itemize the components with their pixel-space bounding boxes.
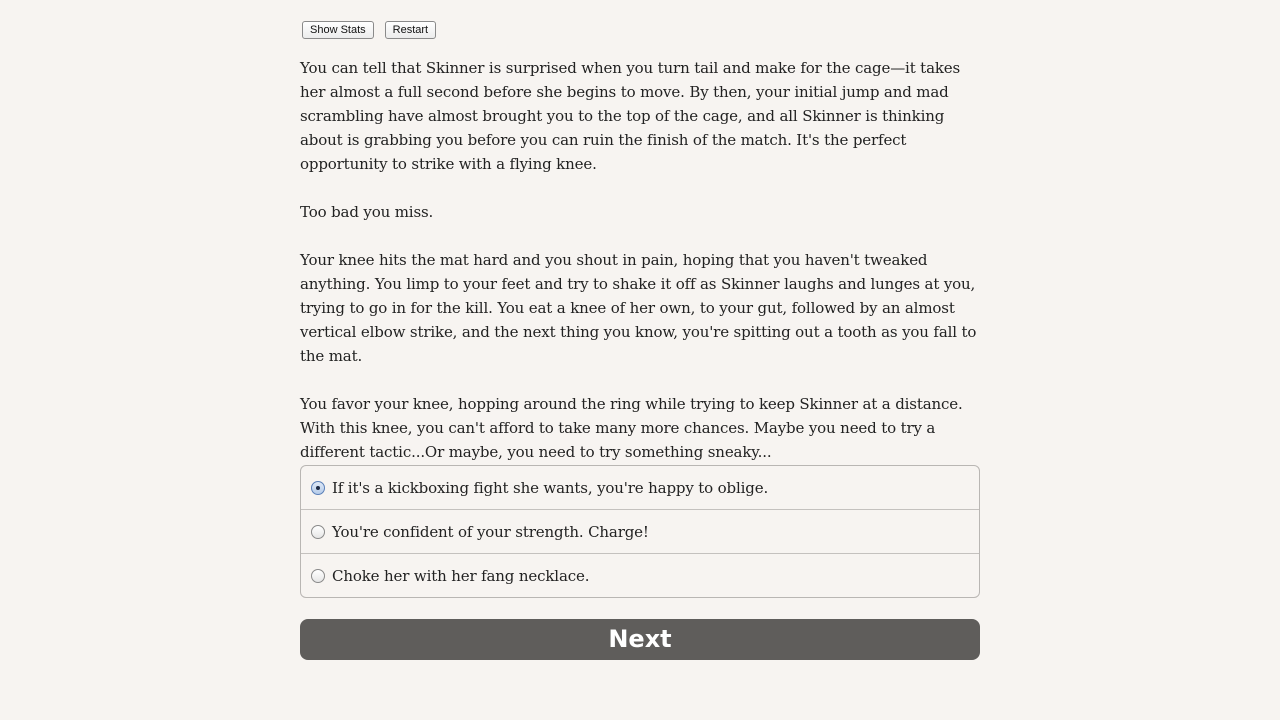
choice-label: If it's a kickboxing fight she wants, you're happy to oblige.: [332, 478, 769, 497]
next-button[interactable]: Next: [300, 619, 980, 660]
show-stats-button[interactable]: Show Stats: [302, 21, 374, 39]
radio-unselected-icon[interactable]: [311, 569, 325, 583]
choice-label: Choke her with her fang necklace.: [332, 566, 590, 585]
story-paragraph: Too bad you miss.: [300, 203, 434, 221]
choice-option-charge[interactable]: [301, 509, 979, 553]
story-paragraph: You can tell that Skinner is surprised when you turn tail and make for the cage—it takes her almost a full second before she begins to move. By then, your initial jump and mad scrambling have almost brought you to the top of the cage, and all Skinner is thinking about is grabbing you before you can ruin the finish of the match. It's the perfect opportunity to strike with a flying knee.: [300, 59, 961, 173]
story-paragraph: You favor your knee, hopping around the ring while trying to keep Skinner at a distance. With this knee, you can't afford to take many more chances. Maybe you need to try a different tactic...Or maybe, you need to try something sneaky...: [300, 395, 963, 461]
toolbar: [302, 21, 436, 39]
choice-label: You're confident of your strength. Charge!: [332, 522, 649, 541]
choice-option-choke[interactable]: [301, 553, 979, 597]
radio-selected-icon[interactable]: [311, 481, 325, 495]
choice-option-kickboxing[interactable]: [301, 466, 979, 509]
story-text: [300, 56, 980, 488]
radio-unselected-icon[interactable]: [311, 525, 325, 539]
story-paragraph: Your knee hits the mat hard and you shout in pain, hoping that you haven't tweaked anything. You limp to your feet and try to shake it off as Skinner laughs and lunges at you, trying to go in for the kill. You eat a knee of her own, to your gut, followed by an almost vertical elbow strike, and the next thing you know, you're spitting out a tooth as you fall to the mat.: [300, 251, 977, 365]
restart-button[interactable]: Restart: [385, 21, 436, 39]
choice-list: [300, 465, 980, 598]
